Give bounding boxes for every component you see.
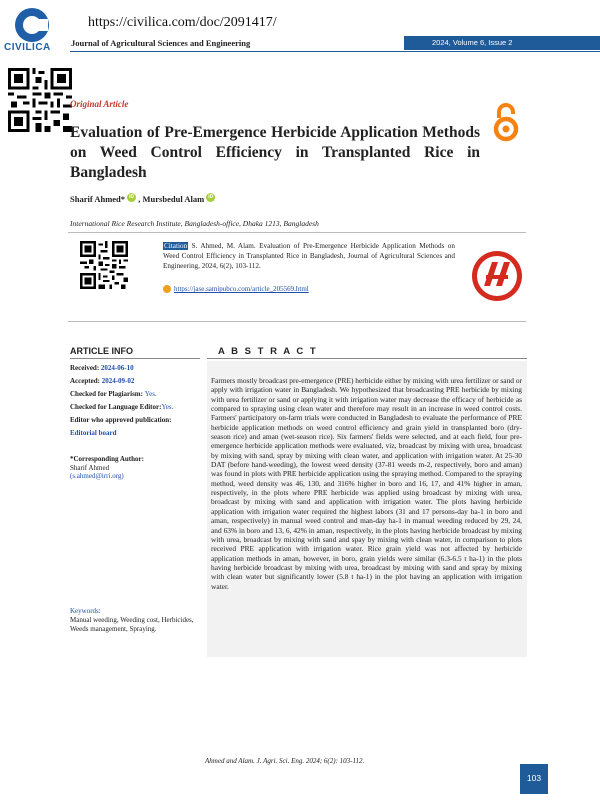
journal-name: Journal of Agricultural Sciences and Engineering <box>71 38 251 48</box>
orcid-icon[interactable]: iD <box>129 194 135 200</box>
open-access-icon <box>490 102 522 142</box>
article-info <box>70 362 200 440</box>
keywords-label: Keywords <box>70 607 99 615</box>
article-info-divider <box>70 358 200 359</box>
qr-code-icon <box>80 241 128 289</box>
article-type: Original Article <box>70 99 129 109</box>
abstract-divider <box>207 358 527 359</box>
citation-body: S. Ahmed, M. Alam. Evaluation of Pre-Emergence Herbicide Application Methods on Weed Control Efficiency in Transplanted Rice in Bangladesh, Journal of Agricultural Sciences and Engineering, 2024, 6(2), 103-112. <box>163 242 455 270</box>
language-row: Checked for Language Editor:Yes. <box>70 403 174 411</box>
qr-code-icon <box>8 68 72 132</box>
received-row: Received: 2024-06-10 <box>70 364 134 372</box>
keywords-list: Manual weeding, Weeding cost, Herbicides, Weeds management, Spraying. <box>70 616 194 633</box>
citation-text <box>163 241 455 271</box>
citation-label: Citation <box>164 242 188 250</box>
affiliation: International Rice Research Institute, Bangladesh-office, Dhaka 1213, Bangladesh <box>70 219 319 228</box>
abstract-heading: A B S T R A C T <box>218 346 318 357</box>
received-date: 2024-06-10 <box>100 364 134 372</box>
article-info-heading: ARTICLE INFO <box>70 346 133 356</box>
header-divider <box>70 51 600 52</box>
authors <box>70 193 215 204</box>
abstract-text: Farmers mostly broadcast pre-emergence (PRE) herbicide either by mixing with urea fertilizer or sand or apply with irrigation water in Bangladesh. We hypothesized that broadcasting PRE herbicide by mixing with urea fertilizer or sand or applying it with irrigation water may decrease the efficacy of herbicide as compared to spraying using clean water and therefore may result in an increase in weed control costs. Farmers' participatory on-farm trials were conducted in Bangladesh to evaluate the performance of PRE herbicide application methods on weed control efficiency and grain yield in transplanted boro (dry-season rice) and aman (wet-season rice). Six farmers' fields were selected, and at each field, four pre-emergence herbicide application methods were evaluated, viz, broadcast by mixing with urea, broadcast by mixing with sand, spray by mixing with clean water, and application with irrigation water. At 25-30 DAT (before hand-weeding), the lowest weed density (37-81 weeds m-2, respectively, boro and aman) was found in plots with PRE herbicide application using the spraying method. Compared to the spraying method, weed density was 46, 130, and 316% higher in boro and 16, 17, and 41% higher in aman, respectively, in the plots where PRE herbicide was applied using broadcast by mixing with urea, broadcast by mixing with sand and application with irrigation water. The plots having herbicide application with irrigation water required the highest labors (31 and 17 persons-day ha-1 in boro and aman, respectively) in manual weed control and man-day ha-1 in manual weeding reduced by 29, 24, and 63% in boro and 13, 6, 42% in aman, respectively, in the plots having herbicide broadcast by mixing with urea, broadcast by mixing with sand and spay by mixing with clean water, in comparison to plots received PRE application with irrigation water. Rice grain yield was not affected by herbicide application methods in aman, however, in boro, grain yields were similar (6.3-6.5 t ha-1) in the plots having herbicide broadcast by mixing with urea, broadcast by mixing with sand and spray by mixing with clean water but significantly lower (5.8 t ha-1) in the plot having an application with irrigation water. <box>211 376 522 591</box>
accepted-date: 2024-09-02 <box>101 377 135 385</box>
accepted-row: Accepted: 2024-09-02 <box>70 377 135 385</box>
corresponding-email[interactable]: (s.ahmed@irri.org) <box>70 472 124 480</box>
corresponding-label: *Corresponding Author: <box>70 455 144 463</box>
author-separator: , <box>138 193 143 204</box>
civilica-logo-text: CIVILICA <box>4 42 51 53</box>
document-url[interactable]: https://civilica.com/doc/2091417/ <box>88 15 277 30</box>
corresponding-author <box>70 455 200 481</box>
link-icon <box>163 285 171 293</box>
author-1[interactable]: Sharif Ahmed* <box>70 193 126 204</box>
plagiarism-row: Checked for Plagiarism: Yes. <box>70 390 157 398</box>
orcid-icon[interactable]: iD <box>208 194 214 200</box>
footer-citation: Ahmed and Alam. J. Agri. Sci. Eng. 2024; 6(2): 103-112. <box>205 757 365 765</box>
issue-text: 2024, Volume 6, Issue 2 <box>432 38 513 47</box>
editor-row: Editor who approved publication: <box>70 416 172 424</box>
citation-link[interactable] <box>163 285 309 293</box>
citation-link-text[interactable]: https://jase.samipubco.com/article_205569.html <box>174 285 309 293</box>
author-2[interactable]: Mursbedul Alam <box>142 193 205 204</box>
page-number: 103 <box>526 773 542 783</box>
keywords: Keywords: Manual weeding, Weeding cost, Herbicides, Weeds management, Spraying. <box>70 607 200 634</box>
publisher-logo-icon <box>470 246 524 306</box>
editorial-board-link[interactable]: Editorial board <box>70 429 117 437</box>
article-title: Evaluation of Pre-Emergence Herbicide Application Methods on Weed Control Efficiency in Transplanted Rice in Bangladesh <box>70 124 480 181</box>
corresponding-name: Sharif Ahmed <box>70 463 110 472</box>
